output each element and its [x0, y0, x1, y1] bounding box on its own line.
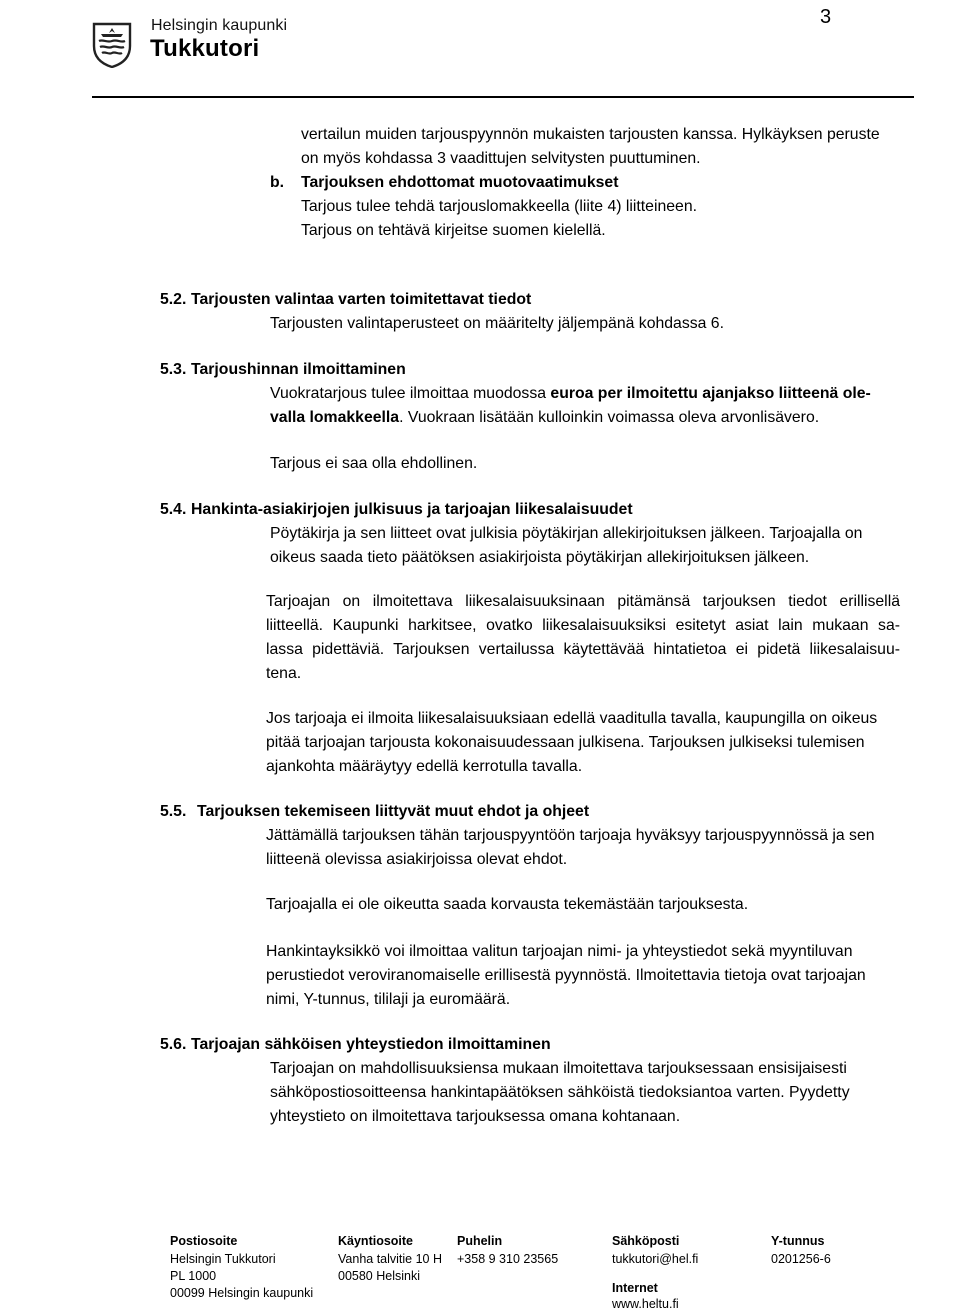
footer-postal-line: Helsingin Tukkutori [170, 1252, 276, 1266]
section-text: Tarjoajan on mahdollisuuksiensa mukaan ilmoitettava tarjouksessaan ensisijaisesti [270, 1060, 847, 1077]
section-text: sähköpostiosoitteensa hankintapäätöksen sähköistä tiedoksiantoa varten. Pyydetty [270, 1084, 850, 1101]
section-number: 5.6. [160, 1036, 187, 1053]
footer-visit-line: 00580 Helsinki [338, 1269, 420, 1283]
section-text [270, 406, 819, 430]
footer-postal-line: 00099 Helsingin kaupunki [170, 1286, 314, 1300]
section-number: 5.5. [160, 803, 187, 820]
section-text: Tarjoajan on ilmoitettava liikesalaisuuksinaan pitämänsä tarjouksen tiedot erillisellä [266, 593, 900, 610]
footer-email-label: Sähköposti [612, 1234, 680, 1248]
intro-line: vertailun muiden tarjouspyynnön mukaisten tarjousten kanssa. Hylkäyksen peruste [301, 126, 880, 143]
section-heading: Tarjousten valintaa varten toimitettavat tiedot [191, 291, 532, 308]
page-number: 3 [820, 6, 832, 28]
helsinki-crest-logo [92, 22, 132, 68]
text-plain: Vuokratarjous tulee ilmoittaa muodossa [270, 385, 551, 402]
section-text: Tarjous ei saa olla ehdollinen. [270, 455, 478, 472]
footer-email-value[interactable]: tukkutori@hel.fi [612, 1252, 699, 1266]
section-text: yhteystieto on ilmoitettava tarjouksessa omana kohtanaan. [270, 1108, 681, 1125]
footer-ytunnus-value: 0201256-6 [771, 1252, 831, 1266]
footer-phone-label: Puhelin [457, 1234, 503, 1248]
section-text: Pöytäkirja ja sen liitteet ovat julkisia pöytäkirjan allekirjoituksen jälkeen. Tarjoajalla on [270, 525, 863, 542]
section-text: liitteellä. Kaupunki harkitsee, ovatko liikesalaisuuksiksi esitetyt asiat lain mukaan sa- [266, 617, 900, 634]
footer-ytunnus-label: Y-tunnus [771, 1234, 825, 1248]
section-number: 5.4. [160, 501, 187, 518]
section-text: tena. [266, 665, 302, 682]
section-heading: Tarjouksen tekemiseen liittyvät muut ehdot ja ohjeet [197, 803, 590, 820]
section-text: oikeus saada tieto päätöksen asiakirjoista pöytäkirjan allekirjoituksen jälkeen. [270, 549, 810, 566]
section-number: 5.2. [160, 291, 187, 308]
footer-visit-line: Vanha talvitie 10 H [338, 1252, 442, 1266]
section-text: Jättämällä tarjouksen tähän tarjouspyyntöön tarjoaja hyväksyy tarjouspyynnössä ja sen [266, 827, 875, 844]
org-name: Helsingin kaupunki [151, 17, 288, 34]
section-text: Tarjousten valintaperusteet on määritelty jäljempänä kohdassa 6. [270, 315, 724, 332]
footer-internet-label: Internet [612, 1281, 658, 1295]
section-text: Jos tarjoaja ei ilmoita liikesalaisuuksiaan edellä vaaditulla tavalla, kaupungilla on oikeus [266, 710, 878, 727]
text-plain: . Vuokraan lisätään kulloinkin voimassa oleva arvonlisävero. [399, 409, 820, 426]
footer-phone-value: +358 9 310 23565 [457, 1252, 559, 1266]
section-text: Hankintayksikkö voi ilmoittaa valitun tarjoajan nimi- ja yhteystiedot sekä myyntiluvan [266, 943, 853, 960]
footer-postal-label: Postiosoite [170, 1234, 238, 1248]
item-b-marker: b. [270, 174, 285, 191]
section-text: perustiedot veroviranomaiselle erillisestä pyynnöstä. Ilmoitettavia tietoja ovat tarjoajan [266, 967, 866, 984]
footer-postal-line: PL 1000 [170, 1269, 217, 1283]
section-text: lassa pidettäviä. Tarjouksen vertailussa käytettävää hintatietoa ei pidetä liikesalaisuu- [266, 641, 900, 658]
footer-visit-label: Käyntiosoite [338, 1234, 414, 1248]
section-heading: Hankinta-asiakirjojen julkisuus ja tarjoajan liikesalaisuudet [191, 501, 633, 518]
section-heading: Tarjoushinnan ilmoittaminen [191, 361, 406, 378]
header-divider [92, 96, 914, 98]
item-b-line: Tarjous on tehtävä kirjeitse suomen kielellä. [301, 222, 606, 239]
section-heading: Tarjoajan sähköisen yhteystiedon ilmoittaminen [191, 1036, 551, 1053]
item-b-heading: Tarjouksen ehdottomat muotovaatimukset [301, 174, 619, 191]
section-text: ajankohta määräytyy edellä kerrotulla tavalla. [266, 758, 583, 775]
section-text: liitteenä olevissa asiakirjoissa olevat ehdot. [266, 851, 568, 868]
intro-line: on myös kohdassa 3 vaadittujen selvitysten puuttuminen. [301, 150, 701, 167]
section-text: Tarjoajalla ei ole oikeutta saada korvausta tekemästään tarjouksesta. [266, 896, 749, 913]
section-text: pitää tarjoajan tarjousta kokonaisuudessaan julkisena. Tarjouksen julkiseksi tulemisen [266, 734, 865, 751]
section-text [270, 382, 871, 406]
text-bold: euroa per ilmoitettu ajanjakso liitteenä ole- [550, 385, 871, 402]
item-b-line: Tarjous tulee tehdä tarjouslomakkeella (liite 4) liitteineen. [301, 198, 698, 215]
section-text: nimi, Y-tunnus, tililaji ja euromäärä. [266, 991, 511, 1008]
footer-internet-value[interactable]: www.heltu.fi [612, 1297, 679, 1311]
unit-name: Tukkutori [150, 35, 260, 62]
section-number: 5.3. [160, 361, 187, 378]
text-bold: valla lomakkeella [270, 409, 400, 426]
